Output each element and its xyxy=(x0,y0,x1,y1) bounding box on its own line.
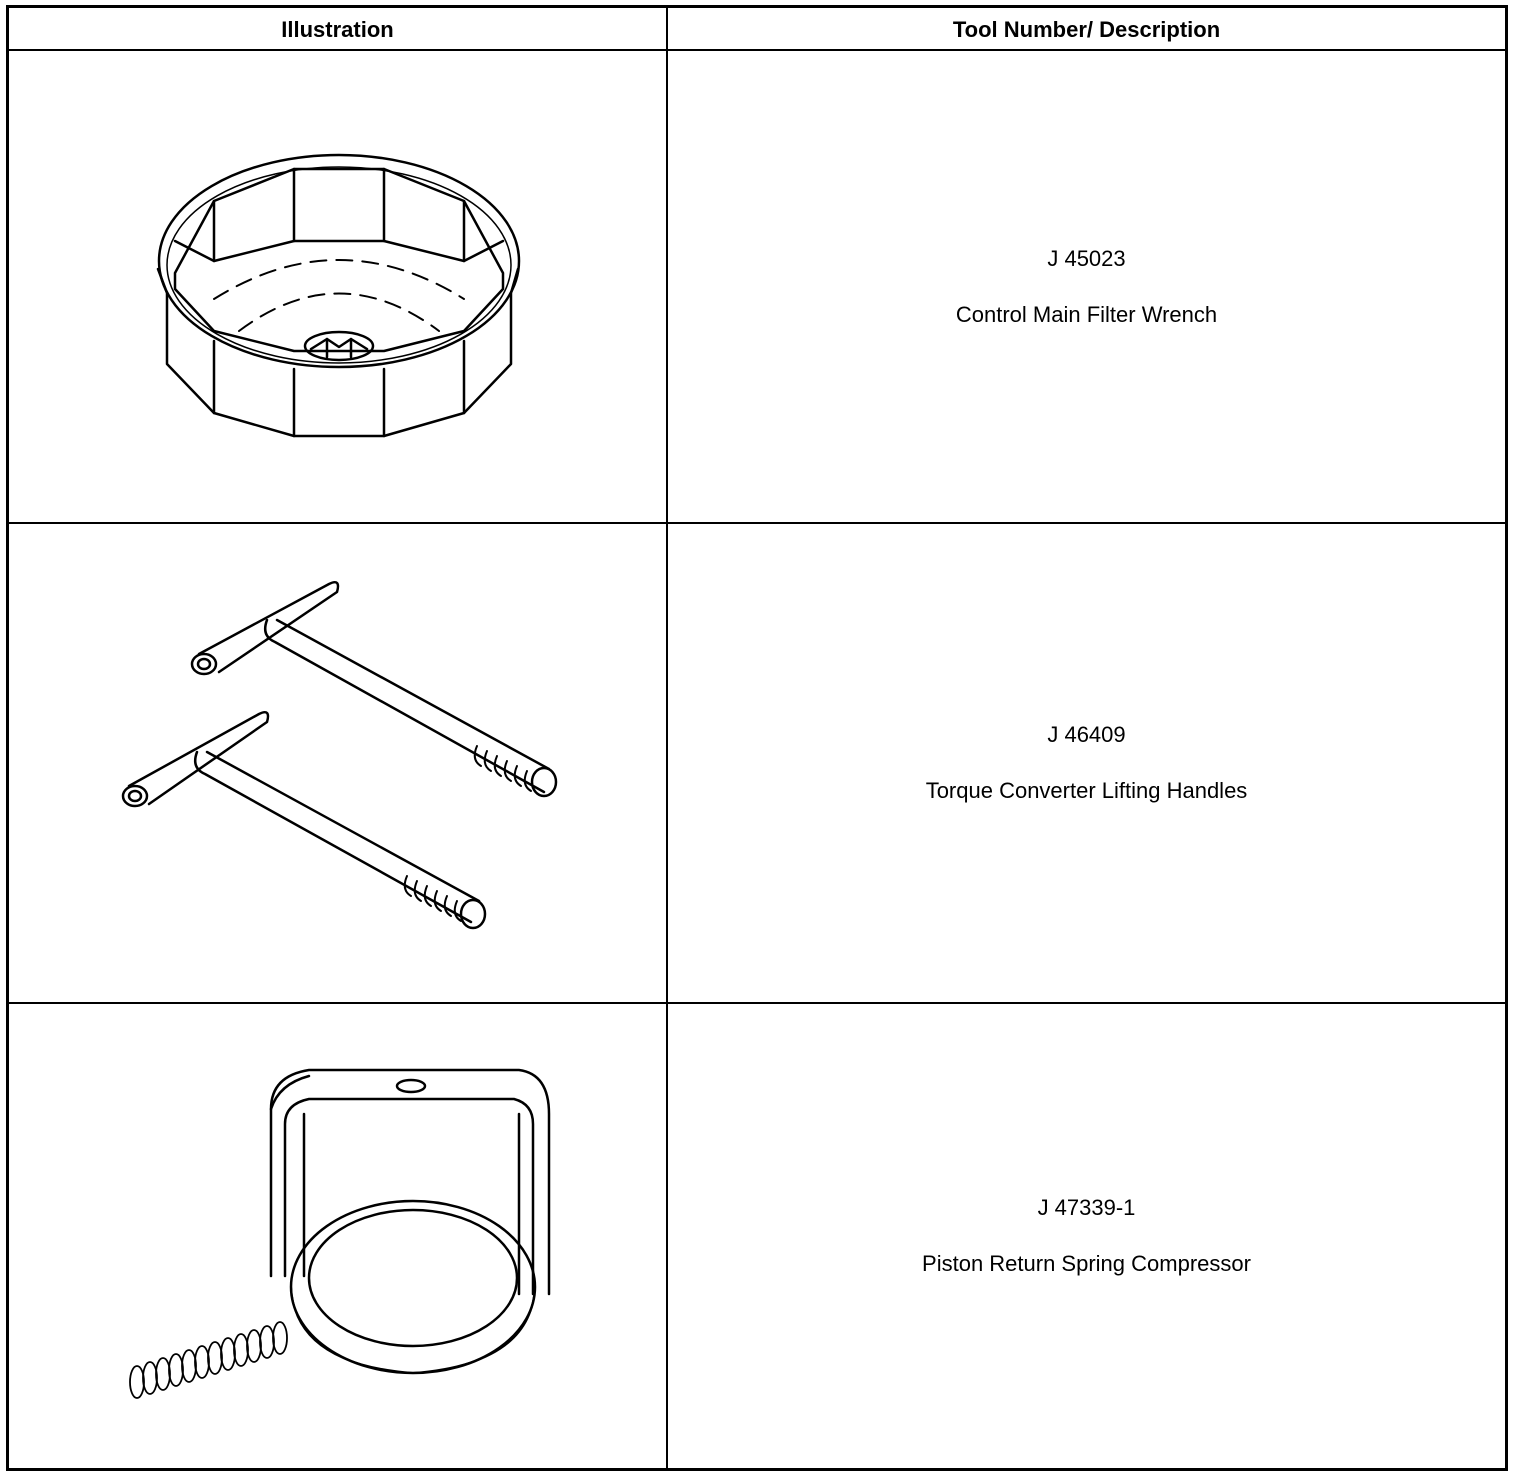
spring xyxy=(130,1322,287,1398)
lifting-handles-illustration xyxy=(9,524,666,1002)
tool-table xyxy=(6,5,1508,1471)
tool-number: J 45023 xyxy=(1047,245,1126,271)
tool-info xyxy=(668,51,1505,522)
tool-description: Torque Converter Lifting Handles xyxy=(925,778,1248,803)
filter-wrench-illustration xyxy=(9,51,666,522)
handle-lower xyxy=(123,712,485,928)
filter-wrench-icon xyxy=(9,51,666,522)
tool-info xyxy=(668,524,1505,1002)
tool-info xyxy=(668,1004,1505,1468)
tool-number: J 46409 xyxy=(1047,722,1126,747)
tool-number: J 47339-1 xyxy=(1037,1195,1136,1220)
header-tool-description: Tool Number/ Description xyxy=(952,17,1221,42)
table-row xyxy=(9,1004,1505,1468)
tool-description: Control Main Filter Wrench xyxy=(955,301,1218,327)
spring-compressor-icon xyxy=(9,1004,666,1468)
table-header xyxy=(9,8,1505,51)
spring-compressor-illustration xyxy=(9,1004,666,1468)
handle-upper xyxy=(192,582,556,796)
tool-description: Piston Return Spring Compressor xyxy=(922,1251,1251,1276)
table-row xyxy=(9,51,1505,524)
lifting-handles-icon xyxy=(9,524,666,1002)
header-illustration: Illustration xyxy=(281,17,394,42)
table-row xyxy=(9,524,1505,1004)
